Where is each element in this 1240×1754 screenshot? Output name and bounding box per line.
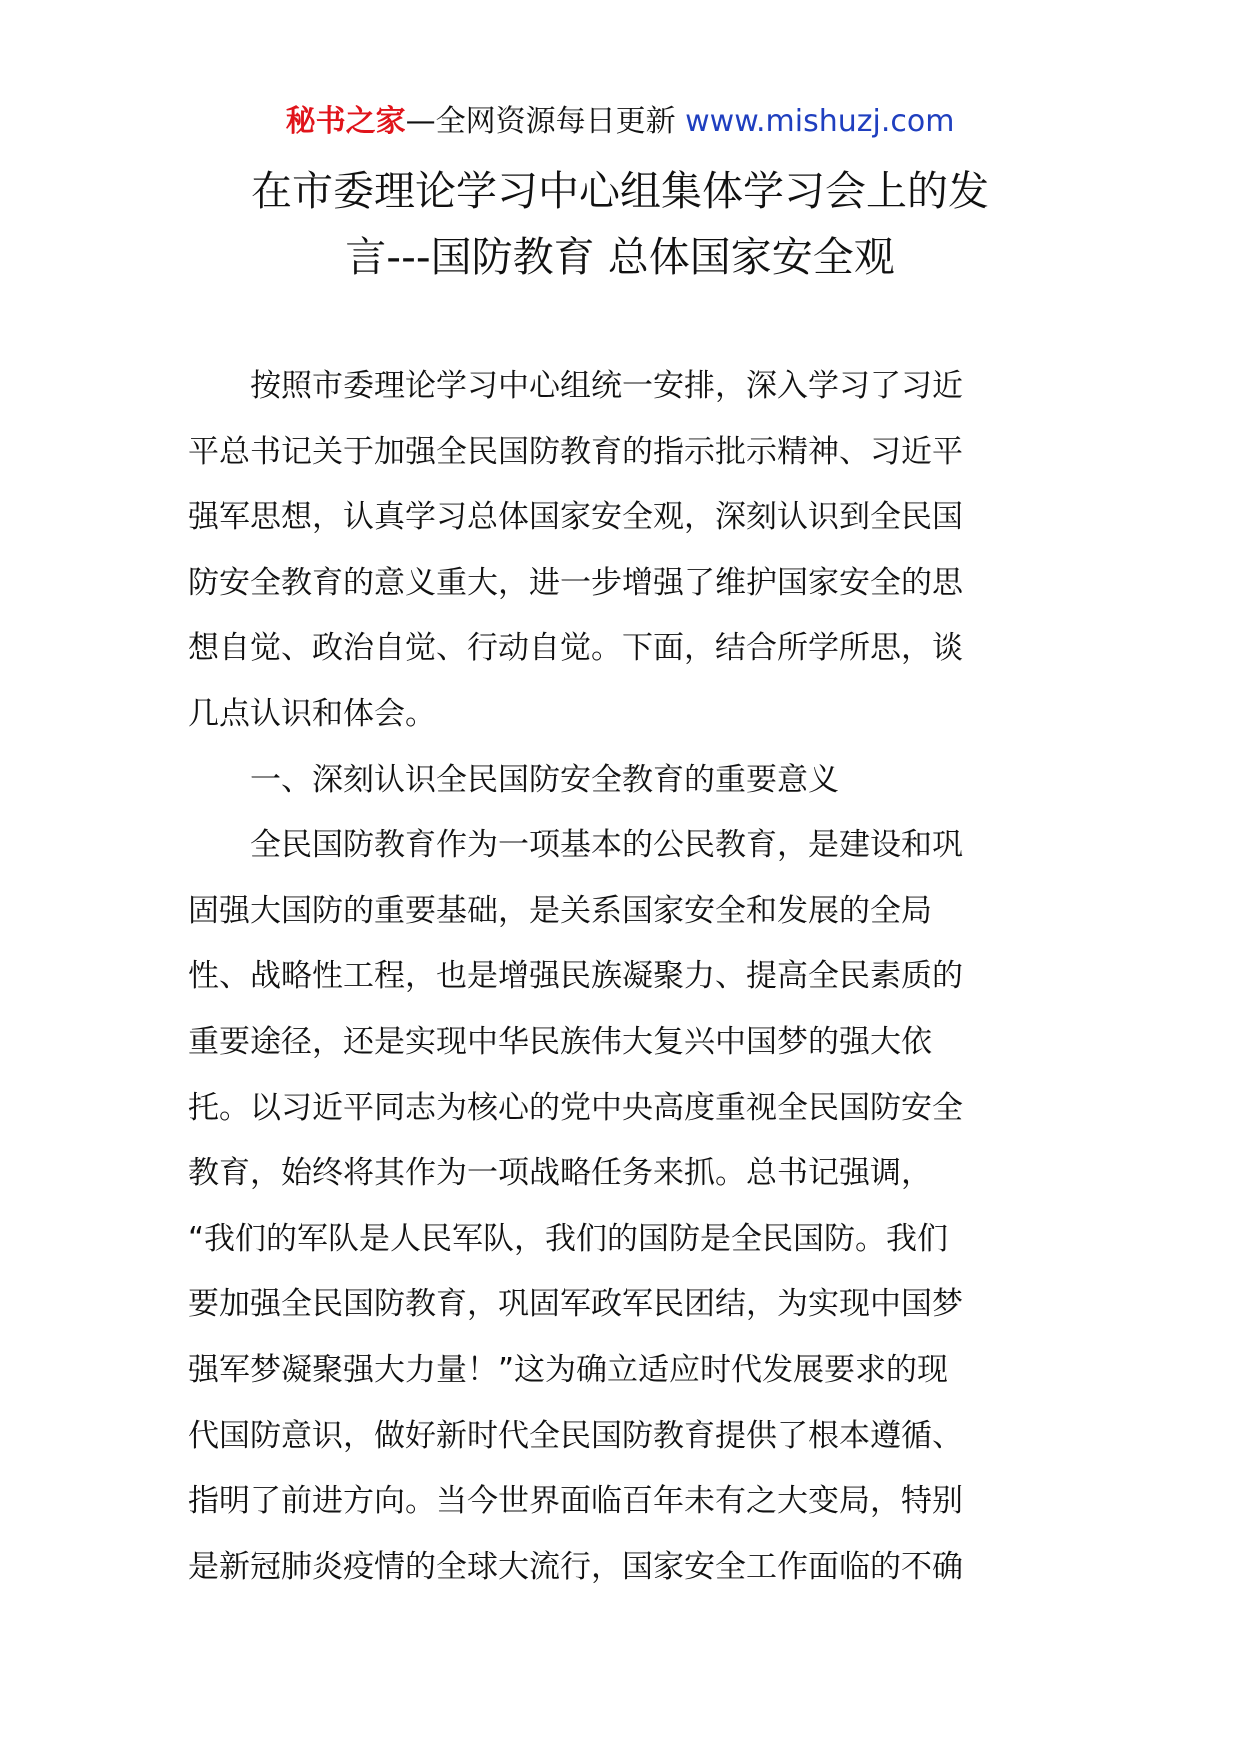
document-title <box>150 158 1090 290</box>
text-line: 性、战略性工程，也是增强民族凝聚力、提高全民素质的 <box>188 958 963 995</box>
document-body <box>188 354 1058 1600</box>
text-line: 重要途径，还是实现中华民族伟大复兴中国梦的强大依 <box>188 1023 932 1060</box>
text-line: 代国防意识，做好新时代全民国防教育提供了根本遵循、 <box>188 1417 963 1454</box>
site-header <box>0 100 1240 144</box>
text-line: 要加强全民国防教育，巩固军政军民团结，为实现中国梦 <box>188 1286 963 1323</box>
site-tagline: —全网资源每日更新 <box>405 104 686 139</box>
text-line: 全民国防教育作为一项基本的公民教育，是建设和巩 <box>188 827 963 864</box>
text-line: 教育，始终将其作为一项战略任务来抓。总书记强调， <box>188 1155 932 1192</box>
text-line: 几点认识和体会。 <box>188 695 436 732</box>
text-line: 防安全教育的意义重大，进一步增强了维护国家安全的思 <box>188 564 963 601</box>
text-line: 指明了前进方向。当今世界面临百年未有之大变局，特别 <box>188 1483 963 1520</box>
text-line: 是新冠肺炎疫情的全球大流行，国家安全工作面临的不确 <box>188 1548 963 1585</box>
text-line: “我们的军队是人民军队，我们的国防是全民国防。我们 <box>188 1220 949 1257</box>
title-line: 言---国防教育 总体国家安全观 <box>345 233 895 281</box>
paragraph-section-one <box>188 813 1058 1600</box>
text-line: 托。以习近平同志为核心的党中央高度重视全民国防安全 <box>188 1089 963 1126</box>
site-brand: 秘书之家 <box>285 104 406 139</box>
text-line: 平总书记关于加强全民国防教育的指示批示精神、习近平 <box>188 433 963 470</box>
text-line: 一、深刻认识全民国防安全教育的重要意义 <box>188 761 839 798</box>
site-url-link[interactable]: www.mishuzj.com <box>685 104 955 139</box>
paragraph-intro <box>188 354 1058 748</box>
text-line: 想自觉、政治自觉、行动自觉。下面，结合所学所思，谈 <box>188 630 963 667</box>
text-line: 强军梦凝聚强大力量！”这为确立适应时代发展要求的现 <box>188 1351 949 1388</box>
text-line: 固强大国防的重要基础，是关系国家安全和发展的全局 <box>188 892 932 929</box>
title-line: 在市委理论学习中心组集体学习会上的发 <box>251 167 989 215</box>
text-line: 按照市委理论学习中心组统一安排，深入学习了习近 <box>188 368 963 404</box>
text-line: 强军思想，认真学习总体国家安全观，深刻认识到全民国 <box>188 499 963 536</box>
section-heading <box>188 748 1058 814</box>
